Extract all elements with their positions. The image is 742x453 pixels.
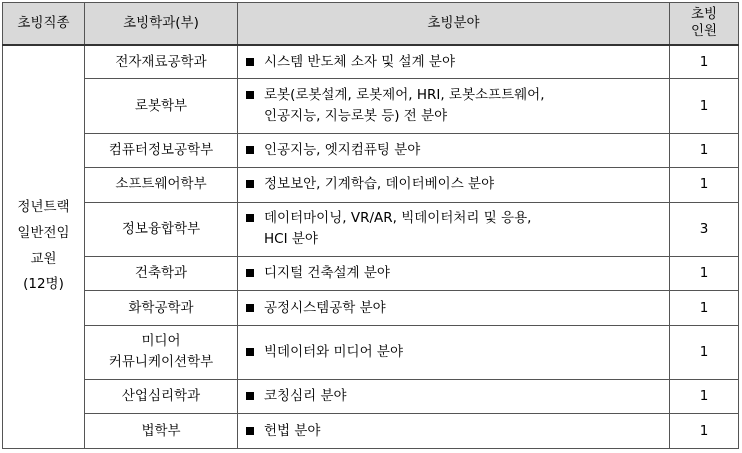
department-cell: 소프트웨어학부 bbox=[85, 168, 238, 202]
square-bullet-icon bbox=[246, 91, 254, 99]
count-cell: 1 bbox=[670, 414, 739, 449]
department-line2: 커뮤니케이션학부 bbox=[108, 354, 214, 371]
category-cell bbox=[3, 45, 85, 449]
department-cell: 컴퓨터정보공학부 bbox=[85, 133, 238, 167]
category-line3: 교원 bbox=[30, 250, 57, 267]
count-cell: 1 bbox=[670, 168, 739, 202]
department-cell: 로봇학부 bbox=[85, 79, 238, 133]
category-line4: (12명) bbox=[23, 276, 64, 293]
department-cell: 산업심리학과 bbox=[85, 380, 238, 414]
table-row bbox=[3, 256, 739, 290]
field-text: 디지털 건축설계 분야 bbox=[264, 265, 390, 282]
field-text: 헌법 분야 bbox=[264, 422, 321, 439]
recruitment-table bbox=[2, 2, 739, 449]
department-cell: 화학공학과 bbox=[85, 291, 238, 325]
table-row bbox=[3, 202, 739, 256]
table-row bbox=[3, 380, 739, 414]
field-text-line2: 인공지능, 지능로봇 등) 전 분야 bbox=[264, 108, 448, 125]
header-count-line2: 인원 bbox=[690, 23, 718, 40]
field-cell bbox=[238, 256, 670, 290]
department-cell: 정보융합학부 bbox=[85, 202, 238, 256]
field-text: 정보보안, 기계학습, 데이터베이스 분야 bbox=[264, 176, 495, 193]
department-cell: 법학부 bbox=[85, 414, 238, 449]
department-cell: 건축학과 bbox=[85, 256, 238, 290]
field-text bbox=[264, 208, 663, 250]
department-cell bbox=[85, 325, 238, 379]
table-row bbox=[3, 79, 739, 133]
count-cell: 1 bbox=[670, 79, 739, 133]
field-cell bbox=[238, 45, 670, 79]
table-row bbox=[3, 133, 739, 167]
square-bullet-icon bbox=[246, 180, 254, 188]
count-cell: 1 bbox=[670, 291, 739, 325]
count-cell: 3 bbox=[670, 202, 739, 256]
square-bullet-icon bbox=[246, 348, 254, 356]
field-text: 인공지능, 엣지컴퓨팅 분야 bbox=[264, 141, 421, 158]
table-row bbox=[3, 291, 739, 325]
square-bullet-icon bbox=[246, 146, 254, 154]
field-text: 빅데이터와 미디어 분야 bbox=[264, 343, 403, 360]
field-cell bbox=[238, 202, 670, 256]
header-category: 초빙직종 bbox=[3, 3, 85, 45]
header-field: 초빙분야 bbox=[238, 3, 670, 45]
field-cell bbox=[238, 79, 670, 133]
square-bullet-icon bbox=[246, 427, 254, 435]
square-bullet-icon bbox=[246, 269, 254, 277]
square-bullet-icon bbox=[246, 58, 254, 66]
field-cell bbox=[238, 168, 670, 202]
field-text: 공정시스템공학 분야 bbox=[264, 299, 386, 316]
category-line2: 일반전임 bbox=[17, 225, 70, 242]
field-cell bbox=[238, 291, 670, 325]
header-department: 초빙학과(부) bbox=[85, 3, 238, 45]
field-text: 시스템 반도체 소자 및 설계 분야 bbox=[264, 53, 455, 70]
table-row bbox=[3, 45, 739, 79]
field-cell bbox=[238, 325, 670, 379]
table-row bbox=[3, 414, 739, 449]
department-line1: 미디어 bbox=[141, 333, 181, 350]
department-cell: 전자재료공학과 bbox=[85, 45, 238, 79]
square-bullet-icon bbox=[246, 304, 254, 312]
category-line1: 정년트랙 bbox=[17, 199, 70, 216]
field-text-line1: 로봇(로봇설계, 로봇제어, HRI, 로봇소프트웨어, bbox=[264, 87, 545, 104]
square-bullet-icon bbox=[246, 392, 254, 400]
table-row bbox=[3, 325, 739, 379]
field-cell bbox=[238, 380, 670, 414]
table-row bbox=[3, 168, 739, 202]
count-cell: 1 bbox=[670, 133, 739, 167]
field-text-line2: HCI 분야 bbox=[264, 231, 318, 248]
header-count bbox=[670, 3, 739, 45]
header-row bbox=[3, 3, 739, 45]
field-text: 코칭심리 분야 bbox=[264, 388, 347, 405]
count-cell: 1 bbox=[670, 256, 739, 290]
count-cell: 1 bbox=[670, 325, 739, 379]
count-cell: 1 bbox=[670, 380, 739, 414]
square-bullet-icon bbox=[246, 214, 254, 222]
count-cell: 1 bbox=[670, 45, 739, 79]
header-count-line1: 초빙 bbox=[690, 5, 718, 22]
field-text bbox=[264, 85, 663, 127]
field-cell bbox=[238, 414, 670, 449]
field-cell bbox=[238, 133, 670, 167]
field-text-line1: 데이터마이닝, VR/AR, 빅데이터처리 및 응용, bbox=[264, 210, 532, 227]
